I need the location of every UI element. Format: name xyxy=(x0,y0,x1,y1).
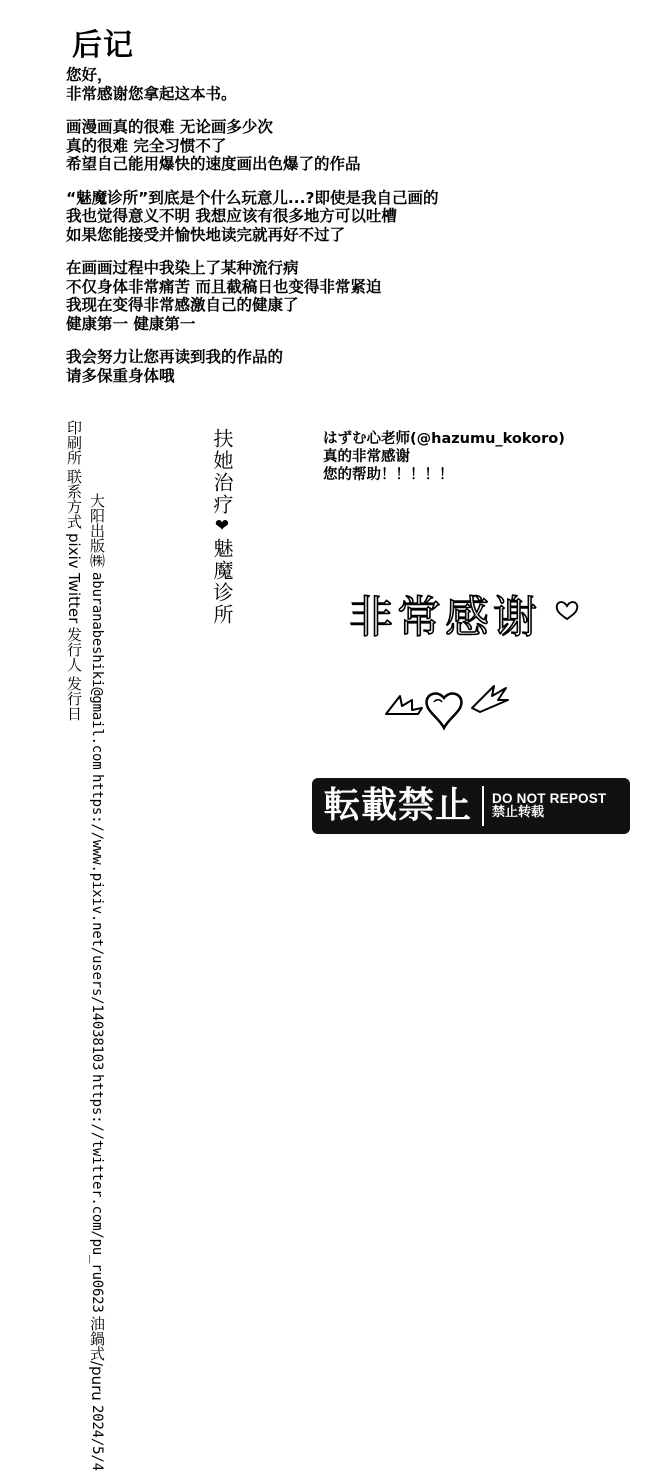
value-pixiv[interactable]: https://www.pixiv.net/users/14038103 xyxy=(89,773,105,1070)
special-thanks xyxy=(323,430,565,484)
right-wing-icon xyxy=(472,686,508,712)
badge-main-text: 転載禁止 xyxy=(324,785,473,826)
message-line: 我也觉得意义不明 我想应该有很多地方可以吐槽 xyxy=(66,207,397,225)
afterword-message xyxy=(66,66,586,400)
colophon-values xyxy=(87,493,104,1471)
value-contact[interactable]: aburanabeshiki@gmail.com xyxy=(89,572,105,770)
message-line: 非常感谢您拿起这本书。 xyxy=(66,84,237,103)
page-title: 后记 xyxy=(72,28,134,63)
message-line: 在画画过程中我染上了某种流行病 xyxy=(66,259,299,277)
thanks-line: はずむ心老师(@hazumu_kokoro) xyxy=(323,431,565,447)
message-paragraph-4 xyxy=(66,259,586,333)
message-line: 我现在变得非常感激自己的健康了 xyxy=(66,296,299,314)
message-line: 您好， xyxy=(66,66,113,84)
value-release-date: 2024/5/4 xyxy=(89,1405,105,1471)
label-printer: 印刷所 xyxy=(65,420,83,465)
label-release-date: 发行日 xyxy=(65,675,83,721)
thanks-line: 您的帮助！！！！！ xyxy=(323,467,454,483)
thanks-line: 真的非常感谢 xyxy=(323,449,410,465)
heart-icon xyxy=(427,693,462,728)
label-twitter: Twitter xyxy=(65,572,83,623)
message-line: 请多保重身体哦 xyxy=(66,366,175,385)
badge-chinese: 禁止转载 xyxy=(492,805,545,821)
handwritten-text: 非常感谢 xyxy=(349,592,541,643)
label-pixiv: pixiv xyxy=(65,533,83,569)
value-printer: 大阳出版㈱ xyxy=(88,493,106,568)
value-twitter[interactable]: https://twitter.com/pu_ru0623 xyxy=(89,1073,105,1313)
small-heart-icon xyxy=(557,602,578,619)
message-paragraph-5 xyxy=(66,348,586,385)
badge-side-text xyxy=(492,791,606,821)
message-line: 不仅身体非常痛苦 而且截稿日也变得非常紧迫 xyxy=(66,277,382,296)
message-line: 画漫画真的很难 无论画多少次 xyxy=(66,118,273,136)
book-title-vertical xyxy=(212,428,232,626)
message-line: 如果您能接受并愉快地读完就再好不过了 xyxy=(66,225,346,244)
value-publisher: 油鍋式/puru xyxy=(88,1316,106,1402)
message-line: 希望自己能用爆快的速度画出色爆了的作品 xyxy=(66,155,361,173)
message-line: “魅魔诊所”到底是个什么玩意儿...?即使是我自己画的 xyxy=(66,188,439,207)
left-wing-icon xyxy=(386,696,422,714)
winged-heart-doodle xyxy=(382,680,512,732)
heart-icon: ❤ xyxy=(212,516,232,538)
no-repost-badge xyxy=(312,778,630,834)
message-line: 健康第一 健康第一 xyxy=(66,314,196,333)
label-publisher: 发行人 xyxy=(65,626,83,672)
label-contact: 联系方式 xyxy=(65,469,83,529)
message-paragraph-1 xyxy=(66,66,586,103)
badge-english: DO NOT REPOST xyxy=(492,790,607,806)
message-paragraph-3 xyxy=(66,189,586,245)
heart-highlight xyxy=(434,700,442,702)
message-paragraph-2 xyxy=(66,118,586,174)
message-line: 我会努力让您再读到我的作品的 xyxy=(66,348,284,366)
book-title: 扶她治疗 xyxy=(210,428,234,516)
handwritten-thanks xyxy=(345,582,585,652)
colophon-labels xyxy=(64,420,81,721)
book-subtitle: 魅魔诊所 xyxy=(210,538,234,626)
badge-divider xyxy=(482,786,484,826)
message-line: 真的很难 完全习惯不了 xyxy=(66,136,227,155)
